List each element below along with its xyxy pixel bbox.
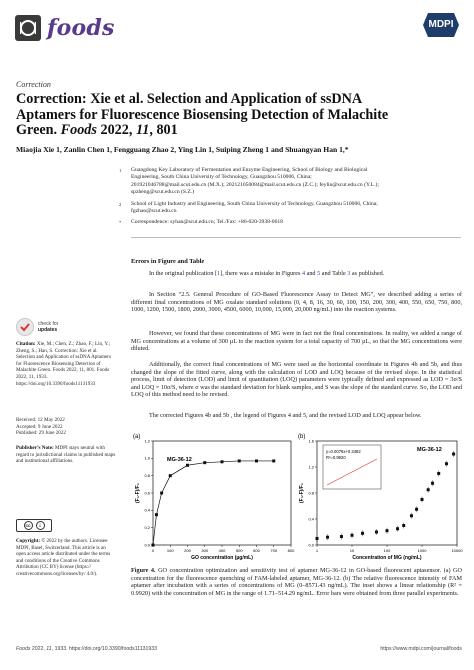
received-date: Received: 12 May 2022	[16, 417, 65, 423]
text-run: as published.	[351, 270, 385, 277]
panel-a-legend: MG-36-12	[167, 457, 192, 463]
panel-a-ytick-label: 0.2	[144, 525, 150, 531]
panel-a-xtick-label: 700	[270, 548, 278, 553]
check-line: check for	[38, 321, 59, 327]
cc-license-badge[interactable]	[16, 519, 52, 532]
panel-b-point	[431, 482, 434, 485]
affiliation-line: 201921046788@mail.scut.edu.cn (M.X.); 202121050084@mail.scut.edu.cn (Z.C.); feylin@scut.edu.cn (Y.L.);	[131, 181, 379, 188]
panel-b-point	[396, 527, 399, 530]
copyright-label: Copyright:	[16, 538, 41, 544]
panel-b-ytick-label: 1.2	[308, 464, 314, 470]
panel-a-ytick-label: 0.8	[144, 473, 150, 479]
panel-b-point	[410, 514, 413, 517]
panel-b-point	[415, 508, 418, 511]
panel-a-xtick-label: 600	[253, 548, 260, 553]
section-heading: Errors in Figure and Table	[131, 258, 205, 265]
panel-a-point	[255, 459, 258, 462]
panel-a-point	[221, 460, 224, 463]
affiliation-number: 2	[119, 202, 122, 207]
panel-b-point	[386, 529, 389, 532]
panel-b-xtick-label: 10	[349, 548, 355, 553]
panel-b-point	[316, 537, 319, 540]
title-part: 2022,	[96, 122, 136, 138]
paragraph-4: Additionally, the correct final concentrations of MG were used as the horizontal coordinate in Figures 4b and 5b, and thus changed the slope of the fitted curve, along with the calculation of LOD and LOQ because of the revised slope. In the statistical process, limit of detection (LOD) and limit of quantitation (LOQ) parameters were typically defined and expressed as LOD = 3σ/S and LOQ = 10σ/S, where σ was the standard deviation for blank samples, and S was the slope of the standard curve. So, the LOD and LOQ of this method need to be revised.	[131, 361, 462, 398]
panel-b-point	[375, 531, 378, 534]
published-date: Published: 29 June 2022	[16, 430, 66, 437]
panel-b-ytick-label: 0.8	[308, 490, 314, 496]
text-run: In the original publication [	[149, 270, 218, 277]
correspondence	[119, 219, 461, 226]
panel-b-ytick-label: 1.6	[308, 438, 314, 444]
panel-a-ytick-label: 1.2	[144, 438, 150, 444]
panel-a-ytick-label: 0.0	[144, 542, 150, 548]
table-link[interactable]: 3	[347, 270, 351, 277]
publisher-note-label: Publisher’s Note:	[16, 445, 54, 451]
footer-part: 11	[46, 646, 52, 652]
text-run: and Table	[320, 270, 348, 277]
panel-a-point	[186, 464, 189, 467]
citation-label: Citation:	[16, 341, 36, 347]
panel-b-label: (b)	[298, 434, 306, 440]
panel-a-point	[203, 461, 206, 464]
figure-graphic	[131, 429, 461, 564]
cc-icon: cc	[25, 523, 31, 528]
panel-a-ylabel: (F₀-F)/F₀	[135, 482, 141, 504]
footer-part: , 1933. https://doi.org/10.3390/foods11131933	[51, 646, 158, 652]
inset-r2: R²=0.9920	[326, 455, 346, 460]
panel-b-point	[402, 524, 405, 527]
page-title	[16, 92, 466, 139]
title-part: 11	[135, 122, 150, 138]
accepted-date: Accepted: 9 June 2022	[16, 423, 63, 430]
panel-b-ylabel: (F₀-F)/F₀	[299, 482, 305, 504]
figure-4	[131, 429, 461, 564]
panel-b-point	[427, 488, 430, 491]
panel-a-label: (a)	[133, 434, 141, 440]
panel-b-point	[437, 472, 440, 475]
affiliation-2	[119, 201, 461, 216]
check-line: updates	[38, 327, 58, 333]
panel-a-xtick-label: 100	[166, 548, 174, 553]
title-line: Aptamers for Fluorescence Biosensing Detection of Malachite	[16, 106, 389, 123]
title-part: Foods	[60, 122, 97, 138]
title-line	[16, 123, 466, 139]
text-run: and	[305, 270, 318, 277]
reference-link[interactable]: 1	[217, 270, 221, 277]
affiliation-number: 1	[119, 168, 122, 173]
panel-a-point	[238, 459, 241, 462]
panel-a-series-line	[153, 461, 274, 545]
paragraph-5: The corrected Figures 4b and 5b , the legend of Figures 4 and 5, and the revised LOD and LOQ appear below.	[149, 412, 422, 419]
title-part: , 801	[149, 122, 178, 138]
panel-b-xtick-label: 10000	[451, 548, 463, 553]
panel-a-point	[152, 544, 155, 547]
panel-a-xtick-label: 300	[201, 548, 209, 553]
panel-a-ytick-label: 1.0	[144, 455, 150, 461]
publisher-name: MDPI	[428, 19, 454, 30]
panel-a-xtick-label: 800	[287, 548, 295, 553]
publisher-note	[16, 445, 116, 465]
panel-b-xtick-label: 1	[315, 548, 319, 553]
panel-b-xtick-label: 1000	[417, 548, 427, 553]
journal-name: foods	[47, 15, 115, 41]
panel-a-xtick-label: 400	[218, 548, 226, 553]
journal-url[interactable]: https://www.mdpi.com/journal/foods	[380, 646, 462, 652]
copyright-block	[16, 538, 116, 578]
panel-b-xlabel: Concentration of MG (ng/mL)	[352, 555, 422, 561]
publisher-note-text: MDPI stays neutral with regard to jurisdictional claims in published maps and institutional affiliations.	[16, 445, 116, 465]
check-updates-label	[38, 321, 58, 333]
text-run: ], there was a mistake in Figures	[220, 270, 302, 277]
page-footer	[16, 646, 462, 652]
panel-b-point	[340, 535, 343, 538]
panel-a-xtick-label: 0	[151, 548, 155, 553]
section-divider	[131, 237, 461, 238]
affiliation-line: School of Light Industry and Engineering, South China University of Technology, Guangzhou 510006, China;	[131, 201, 378, 207]
affiliation-line: fgzhao@scut.edu.cn	[131, 208, 177, 215]
affiliation-line: Guangdong Key Laboratory of Fermentation and Enzyme Engineering, School of Biology and Biological	[131, 167, 368, 173]
panel-a-xtick-label: 200	[184, 548, 191, 553]
paragraph-3: However, we found that these concentrations of MG were in fact not the final concentrations. In reality, we added a range of MG concentrations at a volume of 300 µL to the reaction system for a total capacity of 700 µL, so that the MG concentrations were diluted.	[131, 330, 462, 352]
check-for-updates[interactable]	[16, 318, 58, 336]
journal-header	[0, 0, 474, 66]
affiliation-line: Correspondence: syhan@scut.edu.cn; Tel./Fax: +86-020-3938-0618	[131, 219, 283, 225]
inset-equation: y=0.0076x+0.3482	[326, 449, 361, 454]
figure-caption	[131, 567, 462, 597]
panel-b-xtick-label: 100	[383, 548, 391, 553]
footer-citation	[16, 646, 157, 652]
paragraph-2: In Section “2.5. General Procedure of GO-Based Fluorescence Assay to Detect MG”, we described adding a series of different final concentrations of MG oxalate standard solutions (0, 4, 8, 16, 30, 60, 100, 150, 200, 300, 400, 550, 650, 750, 800, 1000, 1200, 1500, 1800, 2000, 3000, 4500, 6000, 10,000, 15,000, 20,000 ng/mL) into the reaction systems.	[131, 291, 462, 313]
panel-a-chart	[135, 438, 295, 561]
panel-b-point	[361, 532, 364, 535]
article-type: Correction	[16, 80, 51, 89]
dates-block	[16, 417, 116, 437]
panel-b-legend: MG-36-12	[417, 447, 442, 453]
panel-a-point	[155, 513, 158, 516]
panel-a-point	[160, 492, 163, 495]
by-icon: i	[36, 521, 45, 530]
panel-b-point	[445, 462, 448, 465]
paragraph-1	[131, 270, 462, 278]
affiliation-line: spzheng@scut.edu.cn (S.Z.)	[131, 189, 195, 196]
panel-a-xlabel: GO concentration (µg/mL)	[191, 555, 253, 561]
panel-b-point	[421, 498, 424, 501]
citation-block	[16, 341, 116, 387]
panel-b-point	[326, 536, 329, 539]
check-updates-icon	[16, 318, 34, 336]
copyright-text: © 2022 by the authors. Licensee MDPI, Basel, Switzerland. This article is an open access article distributed under the terms and conditions of the Creative Commons Attribution (CC BY) license (https:// creativecommons.org/licenses/by/ 4.0/).	[16, 538, 111, 577]
panel-b-ytick-label: 0.0	[308, 542, 314, 548]
panel-a-xtick-label: 500	[235, 548, 243, 553]
journal-logo[interactable]	[15, 15, 115, 41]
figure-link[interactable]: 4	[301, 270, 306, 277]
panel-b-point	[452, 453, 455, 456]
caption-text: GO concentration optimization and sensitivity test of aptamer MG-36-12 in GO-based fluorescent aptasensor. (a) GO concentration for the fluorescence quenching of FAM-labeled aptamer, MG-36-12. (b) The relative fluorescence intensity of FAM aptamer after incubation with a series of concentrations of MG (0–8571.43 ng/mL). The inset shows a linear relationship (R² = 0.9920) with the concentration of MG in the range of 1.71–514.29 ng/mL. Error bars were obtained from three parallel experiments.	[131, 567, 462, 597]
panel-a-point	[169, 474, 172, 477]
citation-text: Xie, M.; Chen, Z.; Zhao, F.; Lin, Y.; Zheng, S.; Han, S. Correction: Xie et al. Selection and Application of ssDNA Aptamers for Fluorescence Biosensing Detection of Malachite Green. Foods 2022, 11, 801. Foods 2022, 11, 1933. https://doi.org/10.3390/foods11131933	[16, 341, 111, 387]
foods-logo-icon	[15, 15, 41, 41]
panel-a-point	[272, 459, 275, 462]
panel-b-point	[351, 534, 354, 537]
affiliation-line: Engineering, South China University of Technology, Guangzhou 510006, China;	[131, 174, 312, 181]
panel-a-ytick-label: 0.4	[144, 507, 150, 513]
author-list: Miaojia Xie 1, Zanlin Chen 1, Fengguang Zhao 2, Ying Lin 1, Suiping Zheng 1 and Shuangyan Han 1,*	[16, 145, 349, 154]
footer-part: 2022,	[30, 646, 47, 652]
caption-label: Figure 4.	[131, 567, 156, 574]
panel-a-ytick-label: 0.6	[144, 490, 150, 496]
title-part: Green.	[16, 122, 61, 138]
affiliation-number: *	[119, 220, 122, 225]
title-line: Correction: Xie et al. Selection and Application of ssDNA	[16, 91, 363, 107]
mdpi-logo[interactable]	[422, 12, 460, 38]
figure-link[interactable]: 5	[317, 270, 321, 277]
affiliation-1	[119, 167, 461, 197]
footer-part: Foods	[16, 646, 31, 652]
panel-b-chart	[299, 438, 463, 561]
panel-b-ytick-label: 0.4	[308, 516, 314, 522]
